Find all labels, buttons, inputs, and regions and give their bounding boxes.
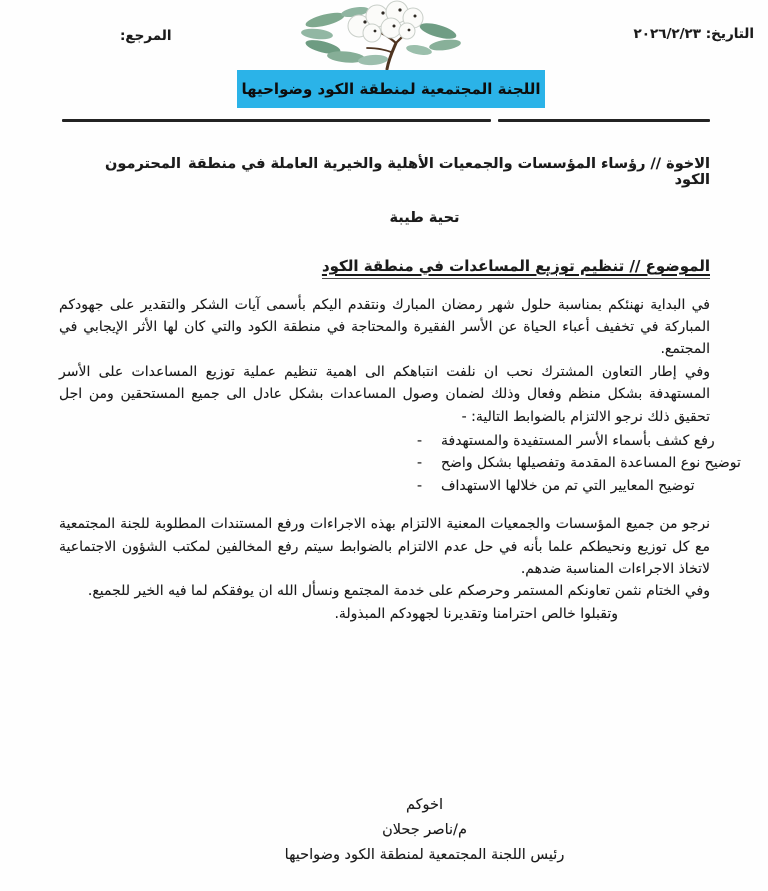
bullet-list — [417, 430, 741, 497]
reference-label: المرجع: — [120, 28, 172, 44]
bullet-text: توضيح المعايير التي تم من خلالها الاستهداف — [441, 477, 695, 494]
list-item — [417, 475, 710, 497]
greeting-line: تحية طيبة — [389, 210, 460, 226]
cotton-plant-logo — [299, 0, 469, 70]
closing-line: وتقبلوا خالص احترامنا وتقديرنا لجهودكم المبذولة. — [334, 605, 618, 622]
subject-line — [59, 257, 710, 279]
bullet-dash: - — [417, 432, 423, 449]
signature-title: رئيس اللجنة المجتمعية لمنطقة الكود وضواحيها — [284, 847, 565, 864]
paragraph-1: في البداية نهنئكم بمناسبة حلول شهر رمضان المبارك ونتقدم اليكم بأسمى آيات الشكر والتقدير على جهودكم المباركة في تخفيف أعباء الحياة عن الأسر الفقيرة والمحتاجة في منطقة الكود والتي كان لها الأثر الإيجابي في المجتمع. — [59, 296, 710, 358]
list-item — [417, 452, 741, 474]
header-divider — [62, 119, 710, 122]
bullet-dash: - — [417, 455, 423, 472]
org-title-banner — [237, 70, 545, 108]
bullet-dash: - — [417, 477, 423, 494]
paragraph-2: وفي إطار التعاون المشترك نحب ان نلفت انتباهكم الى اهمية تنظيم عملية توزيع المساعدات على الأسر المستهدفة بشكل منظم وفعال وذلك لضمان وصول المساعدات بشكل عادل الى جميع المستحقين ومن اجل تحقيق ذلك نرجو الالتزام بالضوابط التالية: - — [59, 363, 710, 425]
paragraph-4: وفي الختام نثمن تعاونكم المستمر وحرصكم على خدمة المجتمع ونسأل الله ان يوفقكم لما فيه الخير للجميع. — [87, 583, 710, 600]
paragraph-3: نرجو من جميع المؤسسات والجمعيات المعنية الالتزام بهذه الاجراءات ورفع المستندات المطلوبة للجنة المجتمعية مع كل توزيع ونحيطكم علما بأنه في حل عدم الالتزام بالضوابط سيتم رفع المخالفين لمكتب الشؤون الاجتماعية لاتخاذ الاجراءات المناسبة ضدهم. — [59, 516, 710, 577]
salutation-row — [59, 156, 710, 188]
divider-segment — [498, 119, 710, 122]
bullet-text: توضيح نوع المساعدة المقدمة وتفصيلها بشكل واضح — [441, 455, 741, 472]
subject-text: الموضوع // تنظيم توزيع المساعدات في منطقة الكود — [322, 257, 710, 279]
letter-body — [59, 148, 741, 868]
salutation-honorific: المحترمون — [105, 156, 181, 172]
bullet-text: رفع كشف بأسماء الأسر المستفيدة والمستهدفة — [441, 432, 715, 449]
org-title: اللجنة المجتمعية لمنطقة الكود وضواحيها — [241, 80, 541, 98]
signature-block — [139, 793, 710, 868]
list-item — [417, 430, 715, 452]
date-label: التاريخ: ٢٠٢٦/٢/٢٣ — [633, 26, 754, 42]
signature-name: م/ناصر جحلان — [382, 822, 467, 839]
signature-farewell: اخوكم — [405, 797, 444, 814]
divider-segment — [62, 119, 491, 122]
salutation-text: الاخوة // رؤساء المؤسسات والجمعيات الأهلية والخيرية العاملة في منطقة الكود — [188, 156, 710, 188]
